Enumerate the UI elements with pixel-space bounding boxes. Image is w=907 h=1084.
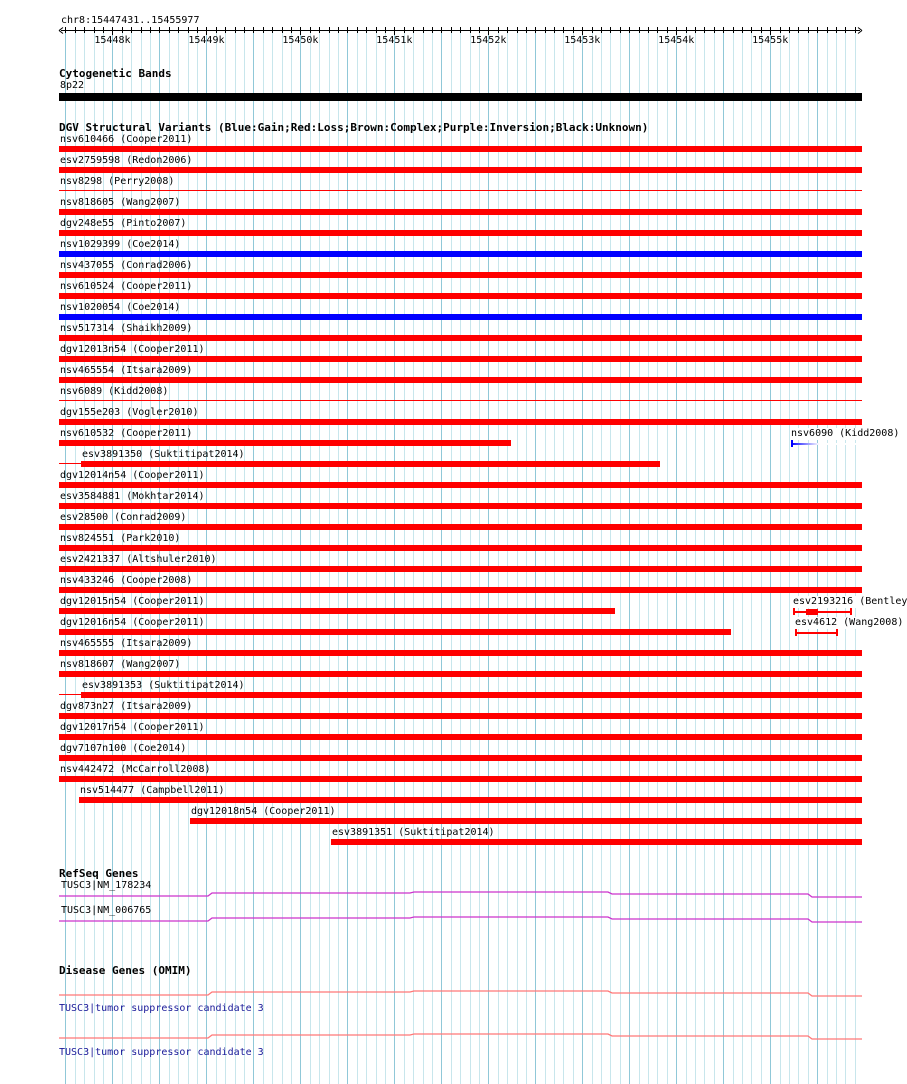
variant-label: esv3891350 (Suktitipat2014) bbox=[82, 449, 245, 460]
variant-bar[interactable] bbox=[59, 272, 862, 278]
dgv-track-title: DGV Structural Variants (Blue:Gain;Red:Loss;Brown:Complex;Purple:Inversion;Black:Unknown) bbox=[59, 121, 649, 134]
variant-bar[interactable] bbox=[59, 776, 862, 782]
ruler-tick-label: 15452k bbox=[470, 35, 507, 46]
variant-label: nsv1029399 (Coe2014) bbox=[60, 239, 181, 250]
variant-bar[interactable] bbox=[331, 839, 862, 845]
variant-label: esv3891353 (Suktitipat2014) bbox=[82, 680, 245, 691]
variant-end-cap bbox=[791, 440, 793, 447]
variant-label: nsv6090 (Kidd2008) bbox=[791, 428, 900, 439]
refseq-gene-model[interactable] bbox=[59, 892, 862, 897]
variant-label: nsv465555 (Itsara2009) bbox=[60, 638, 193, 649]
variant-bar[interactable] bbox=[59, 167, 862, 173]
variant-label: dgv12018n54 (Cooper2011) bbox=[191, 806, 336, 817]
variant-bar[interactable] bbox=[59, 314, 862, 320]
variant-label: nsv465554 (Itsara2009) bbox=[60, 365, 193, 376]
variant-label: dgv7107n100 (Coe2014) bbox=[60, 743, 187, 754]
variant-label: esv3584881 (Mokhtar2014) bbox=[60, 491, 205, 502]
variant-bar[interactable] bbox=[59, 713, 862, 719]
variant-label: nsv610466 (Cooper2011) bbox=[60, 134, 193, 145]
variant-label: nsv6089 (Kidd2008) bbox=[60, 386, 169, 397]
variant-bar[interactable] bbox=[59, 356, 862, 362]
variant-end-cap bbox=[793, 608, 795, 615]
ruler-tick-label: 15455k bbox=[752, 35, 789, 46]
variant-bar[interactable] bbox=[59, 650, 862, 656]
variant-label: esv4612 (Wang2008) bbox=[795, 617, 904, 628]
variant-label: nsv433246 (Cooper2008) bbox=[60, 575, 193, 586]
coordinate-ruler[interactable] bbox=[0, 26, 890, 48]
variant-label: nsv1020054 (Coe2014) bbox=[60, 302, 181, 313]
variant-label: dgv12014n54 (Cooper2011) bbox=[60, 470, 205, 481]
ruler-tick-label: 15448k bbox=[94, 35, 131, 46]
variant-bar[interactable] bbox=[59, 230, 862, 236]
variant-label: dgv873n27 (Itsara2009) bbox=[60, 701, 193, 712]
ruler-tick-label: 15451k bbox=[376, 35, 413, 46]
ruler-tick-label: 15450k bbox=[282, 35, 319, 46]
omim-gene-models[interactable] bbox=[0, 985, 890, 1045]
omim-gene-label: TUSC3|tumor suppressor candidate 3 bbox=[59, 1003, 264, 1014]
variant-block[interactable] bbox=[806, 609, 818, 615]
variant-label: nsv610524 (Cooper2011) bbox=[60, 281, 193, 292]
ruler-tick-label: 15453k bbox=[564, 35, 601, 46]
ruler-tick-label: 15454k bbox=[658, 35, 695, 46]
variant-label: nsv437055 (Conrad2006) bbox=[60, 260, 193, 271]
variant-label: esv28500 (Conrad2009) bbox=[60, 512, 187, 523]
variant-label: dgv248e55 (Pinto2007) bbox=[60, 218, 187, 229]
variant-bar[interactable] bbox=[59, 734, 862, 740]
variant-bar[interactable] bbox=[59, 524, 862, 530]
variant-bar[interactable] bbox=[793, 611, 807, 613]
variant-bar[interactable] bbox=[59, 566, 862, 572]
variant-bar[interactable] bbox=[59, 419, 862, 425]
variant-bar[interactable] bbox=[79, 797, 862, 803]
refseq-gene-label: TUSC3|NM_006765 bbox=[61, 905, 152, 916]
refseq-gene-models[interactable] bbox=[0, 880, 890, 930]
variant-end-cap bbox=[836, 629, 838, 636]
variant-bar[interactable] bbox=[59, 440, 511, 446]
variant-label: nsv8298 (Perry2008) bbox=[60, 176, 175, 187]
refseq-gene-label: TUSC3|NM_178234 bbox=[61, 880, 152, 891]
variant-bar[interactable] bbox=[59, 503, 862, 509]
variant-bar[interactable] bbox=[59, 251, 862, 257]
variant-bar[interactable] bbox=[59, 629, 731, 635]
variant-label: dgv12015n54 (Cooper2011) bbox=[60, 596, 205, 607]
refseq-gene-model[interactable] bbox=[59, 917, 862, 922]
variant-bar[interactable] bbox=[791, 443, 862, 445]
variant-bar[interactable] bbox=[59, 755, 862, 761]
variant-bar[interactable] bbox=[81, 461, 660, 467]
variant-label: dgv155e203 (Vogler2010) bbox=[60, 407, 199, 418]
variant-bar[interactable] bbox=[59, 608, 615, 614]
variant-label: dgv12016n54 (Cooper2011) bbox=[60, 617, 205, 628]
variant-bar[interactable] bbox=[190, 818, 862, 824]
variant-bar[interactable] bbox=[59, 209, 862, 215]
variant-lead-line bbox=[59, 694, 81, 695]
locus-label: chr8:15447431..15455977 bbox=[61, 15, 200, 26]
variant-label: nsv517314 (Shaikh2009) bbox=[60, 323, 193, 334]
variant-bar[interactable] bbox=[59, 671, 862, 677]
variant-label: nsv818605 (Wang2007) bbox=[60, 197, 181, 208]
variant-label: esv2421337 (Altshuler2010) bbox=[60, 554, 217, 565]
omim-gene-model[interactable] bbox=[59, 1034, 862, 1039]
variant-bar[interactable] bbox=[795, 632, 838, 634]
omim-gene-label: TUSC3|tumor suppressor candidate 3 bbox=[59, 1047, 264, 1058]
variant-lead-line bbox=[59, 463, 81, 464]
variant-label: nsv514477 (Campbell2011) bbox=[80, 785, 225, 796]
variant-label: nsv818607 (Wang2007) bbox=[60, 659, 181, 670]
variant-bar[interactable] bbox=[59, 377, 862, 383]
variant-bar[interactable] bbox=[59, 545, 862, 551]
cytoband-track-title: Cytogenetic Bands bbox=[59, 67, 172, 80]
variant-label: dgv12013n54 (Cooper2011) bbox=[60, 344, 205, 355]
variant-label: nsv610532 (Cooper2011) bbox=[60, 428, 193, 439]
variant-label: dgv12017n54 (Cooper2011) bbox=[60, 722, 205, 733]
variant-label: nsv442472 (McCarroll2008) bbox=[60, 764, 211, 775]
omim-gene-model[interactable] bbox=[59, 991, 862, 996]
variant-label: esv2759598 (Redon2006) bbox=[60, 155, 193, 166]
variant-bar[interactable] bbox=[59, 400, 862, 401]
refseq-track-title: RefSeq Genes bbox=[59, 867, 139, 880]
variant-bar[interactable] bbox=[59, 190, 862, 191]
variant-label: nsv824551 (Park2010) bbox=[60, 533, 181, 544]
cytoband-label: 8p22 bbox=[60, 80, 85, 91]
cytoband-bar[interactable] bbox=[59, 93, 862, 101]
variant-label: esv2193216 (Bentley bbox=[793, 596, 907, 607]
omim-track-title: Disease Genes (OMIM) bbox=[59, 964, 192, 977]
variant-bar[interactable] bbox=[59, 293, 862, 299]
variant-label: esv3891351 (Suktitipat2014) bbox=[332, 827, 495, 838]
variant-bar[interactable] bbox=[81, 692, 862, 698]
variant-bar[interactable] bbox=[59, 587, 862, 593]
variant-bar[interactable] bbox=[59, 146, 862, 152]
variant-bar[interactable] bbox=[59, 335, 862, 341]
variant-bar[interactable] bbox=[59, 482, 862, 488]
variant-end-cap bbox=[795, 629, 797, 636]
ruler-tick-label: 15449k bbox=[188, 35, 225, 46]
